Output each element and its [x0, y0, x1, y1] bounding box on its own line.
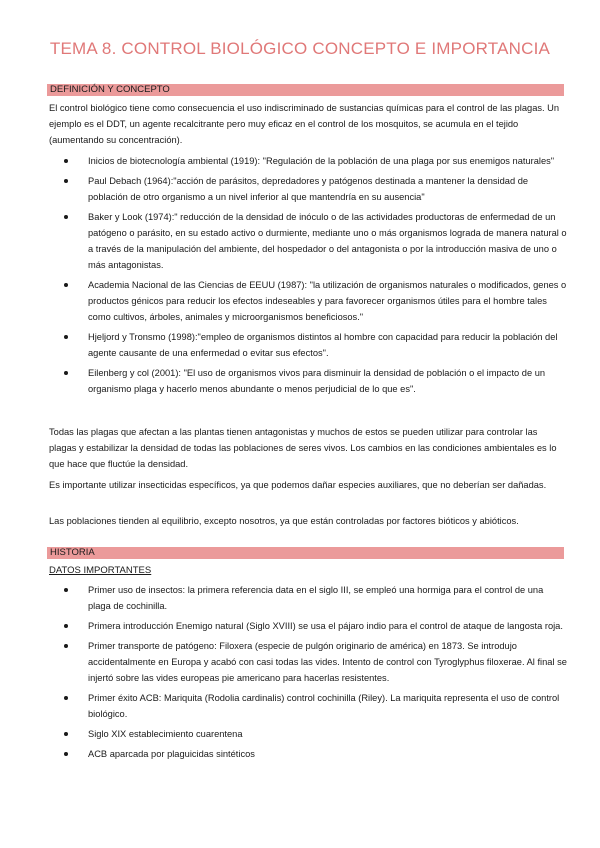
intro-paragraph: El control biológico tiene como consecuencia el uso indiscriminado de sustancias químicas para el control de las plagas. Un ejemplo es el DDT, un agente recalcitrante pero muy eficaz en el control de los mosquitos, se acumula en el tejido (aumentando su concentración).: [49, 103, 560, 145]
bullet-icon: [64, 752, 68, 756]
definition-list: [49, 153, 567, 401]
list-item: Siglo XIX establecimiento cuarentena: [49, 726, 567, 742]
list-item: Paul Debach (1964):"acción de parásitos, depredadores y patógenos destinada a mantener la densidad de población de otro organismo a un nivel inferior al que mantendría en su ausencia": [49, 173, 567, 205]
list-item: Baker y Look (1974):" reducción de la densidad de inóculo o de las actividades productoras de enfermedad de un patógeno o parásito, en su estado activo o durmiente, mediante uno o más organismos lograda de manera natural o a través de la manipulación del ambiente, del hospedador o del antagonista o por la introducción masiva de uno o más antagonistas.: [49, 209, 567, 273]
list-item: Primer transporte de patógeno: Filoxera (especie de pulgón originario de américa) en 1873. Se introdujo accidentalmente en Europa y acabó con casi todas las vides. Intento de control con Tyroglyphus filoxerae. Al final se injertó sobre las vides europeas pie americano para hacerlas resistentes.: [49, 638, 567, 686]
bullet-icon: [64, 371, 68, 375]
subheading-datos-importantes: DATOS IMPORTANTES: [49, 565, 152, 576]
section-heading-definicion: DEFINICIÓN Y CONCEPTO: [47, 84, 564, 96]
list-item: Eilenberg y col (2001): "El uso de organismos vivos para disminuir la densidad de población o el impacto de un organismo plaga y hacerlo menos abundante o menos perjudicial de lo que es".: [49, 365, 567, 397]
history-list: [49, 582, 567, 766]
list-item: Academia Nacional de las Ciencias de EEUU (1987): "la utilización de organismos naturales o modificados, genes o productos génicos para reducir los efectos indeseables y para favorecer organismos útiles para el hombre tales como cultivos, árboles, animales y microorganismos beneficiosos.": [49, 277, 567, 325]
bullet-icon: [64, 159, 68, 163]
bullet-icon: [64, 644, 68, 648]
bullet-icon: [64, 624, 68, 628]
list-item: Hjeljord y Tronsmo (1998):"empleo de organismos distintos al hombre con capacidad para reducir la población del agente causante de una enfermedad o evitar sus efectos".: [49, 329, 567, 361]
list-item: Primer uso de insectos: la primera referencia data en el siglo III, se empleó una hormiga para el control de una plaga de cochinilla.: [49, 582, 567, 614]
list-item: Inicios de biotecnología ambiental (1919): "Regulación de la población de una plaga por sus enemigos naturales": [49, 153, 567, 169]
bullet-icon: [64, 732, 68, 736]
bullet-icon: [64, 335, 68, 339]
list-item: Primer éxito ACB: Mariquita (Rodolia cardinalis) control cochinilla (Riley). La mariquita representa el uso de control biológico.: [49, 690, 567, 722]
section-heading-historia: HISTORIA: [47, 547, 564, 559]
paragraph-equilibrium: Las poblaciones tienden al equilibrio, excepto nosotros, ya que están controladas por factores bióticos y abióticos.: [49, 516, 519, 526]
bullet-icon: [64, 179, 68, 183]
bullet-icon: [64, 215, 68, 219]
page-title: TEMA 8. CONTROL BIOLÓGICO CONCEPTO E IMPORTANCIA: [49, 39, 551, 58]
bullet-icon: [64, 696, 68, 700]
paragraph-antagonists: Todas las plagas que afectan a las plantas tienen antagonistas y muchos de estos se pueden utilizar para controlar las plagas y estabilizar la densidad de todas las poblaciones de seres vivos. Los cambios en las condiciones ambientales es lo que hace que fluctúe la densidad.: [49, 427, 557, 469]
bullet-icon: [64, 588, 68, 592]
bullet-icon: [64, 283, 68, 287]
list-item: Primera introducción Enemigo natural (Siglo XVIII) se usa el pájaro indio para el control de ataque de langosta roja.: [49, 618, 567, 634]
paragraph-insecticides: Es importante utilizar insecticidas específicos, ya que podemos dañar especies auxiliares, que no deberían ser dañadas.: [49, 480, 547, 490]
list-item: ACB aparcada por plaguicidas sintéticos: [49, 746, 567, 762]
